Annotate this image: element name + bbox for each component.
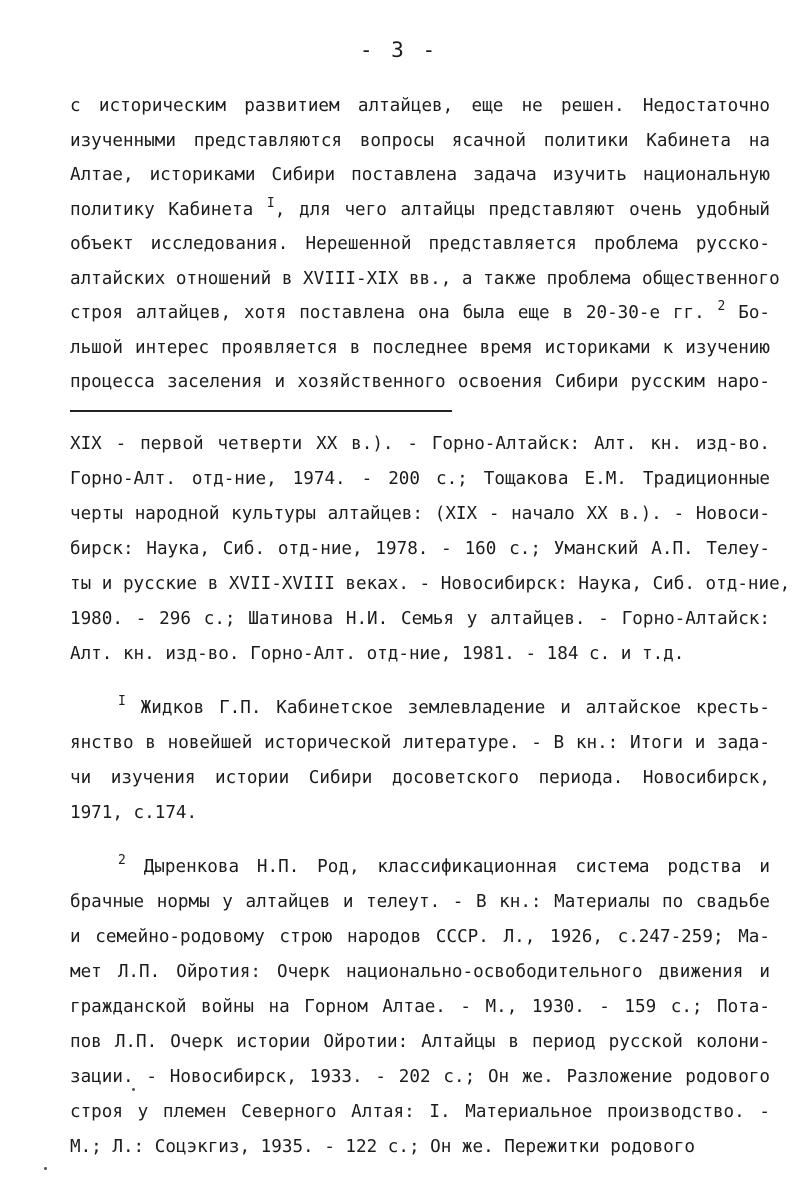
footnote-ref-2: 2	[717, 299, 726, 314]
footnote-marker-2: 2	[118, 853, 126, 868]
footnote-line: янство в новейшей исторической литературе. - В кн.: Итоги и зада-	[70, 733, 770, 753]
footnote-text: Дыренкова Н.П. Род, классификационная система родства и	[125, 857, 770, 877]
footnote-ref-1: I	[266, 195, 275, 211]
footnote-line: гражданской войны на Горном Алтае. - М., 1930. - 159 с.; Пота-	[70, 997, 770, 1017]
body-line	[70, 296, 770, 331]
footnote-line: и семейно-родовому строю народов СССР. Л., 1926, с.247-259; Ма-	[70, 927, 770, 947]
body-line: алтайских отношений в XVIII-XIX вв., а также проблема общественного	[70, 268, 780, 289]
body-line: с историческим развитием алтайцев, еще не решен. Недостаточно	[70, 96, 770, 116]
footnote-line: бирск: Наука, Сиб. отд-ние, 1978. - 160 с.; Уманский А.П. Телеу-	[70, 539, 770, 559]
footnote-line: зации. - Новосибирск, 1933. - 202 с.; Он же. Разложение родового	[70, 1067, 770, 1087]
footnote-line: ты и русские в XVII-XVIII веках. - Новосибирск: Наука, Сиб. отд-ние,	[70, 574, 791, 594]
body-text: , для чего алтайцы представляют очень удобный	[274, 199, 770, 220]
body-text: Бо-	[725, 303, 771, 323]
footnote-line: пов Л.П. Очерк истории Ойротии: Алтайцы в период русской колони-	[70, 1032, 770, 1052]
body-line: объект исследования. Нерешенной представляется проблема русско-	[70, 234, 770, 254]
footnote-marker-1: I	[118, 694, 126, 709]
footnote-line: строя у племен Северного Алтая: I. Материальное производство. -	[70, 1102, 770, 1122]
footnote-line: 1971, с.174.	[70, 803, 198, 823]
footnotes	[70, 427, 791, 1184]
body-line: процесса заселения и хозяйственного освоения Сибири русским наро-	[70, 372, 770, 392]
body-line: Алтае, историками Сибири поставлена задача изучить национальную	[70, 165, 770, 185]
footnote-line: XIX - первой четверти XX в.). - Горно-Алтайск: Алт. кн. изд-во.	[70, 434, 770, 454]
body-text: строя алтайцев, хотя поставлена она была еще в 20-30-е гг.	[70, 303, 718, 323]
footnote-line	[70, 691, 770, 726]
footnote-line: черты народной культуры алтайцев: (XIX - начало XX в.). - Новоси-	[70, 504, 770, 524]
body-line: льшой интерес проявляется в последнее время историками к изучению	[70, 337, 770, 358]
footnote-1	[70, 691, 770, 831]
footnote-line: брачные нормы у алтайцев и телеут. - В кн.: Материалы по свадьбе	[70, 892, 770, 912]
scan-speck	[44, 1167, 47, 1170]
footnote-separator	[70, 410, 452, 412]
footnote-2	[70, 850, 770, 1165]
footnote-line: М.; Л.: Соцэкгиз, 1935. - 122 с.; Он же. Пережитки родового	[70, 1137, 695, 1157]
footnote-continuation	[70, 427, 791, 672]
footnote-line: Алт. кн. изд-во. Горно-Алт. отд-ние, 1981. - 184 с. и т.д.	[70, 644, 685, 664]
page-number: - 3 -	[359, 38, 439, 62]
body-line	[70, 193, 770, 228]
footnote-text: Жидков Г.П. Кабинетское землевладение и алтайское кресть-	[125, 698, 770, 718]
footnote-line: Горно-Алт. отд-ние, 1974. - 200 с.; Тощакова Е.М. Традиционные	[70, 469, 770, 489]
footnote-line: чи изучения истории Сибири досоветского периода. Новосибирск,	[70, 768, 770, 788]
body-text: политику Кабинета	[70, 199, 267, 220]
body-line: изученными представляются вопросы ясачной политики Кабинета на	[70, 130, 770, 151]
scan-speck	[132, 1088, 135, 1091]
footnote-line: 1980. - 296 с.; Шатинова Н.И. Семья у алтайцев. - Горно-Алтайск:	[70, 609, 770, 629]
footnote-line: мет Л.П. Ойротия: Очерк национально-освободительного движения и	[70, 962, 770, 982]
footnote-line	[70, 850, 770, 885]
main-text	[70, 89, 780, 400]
